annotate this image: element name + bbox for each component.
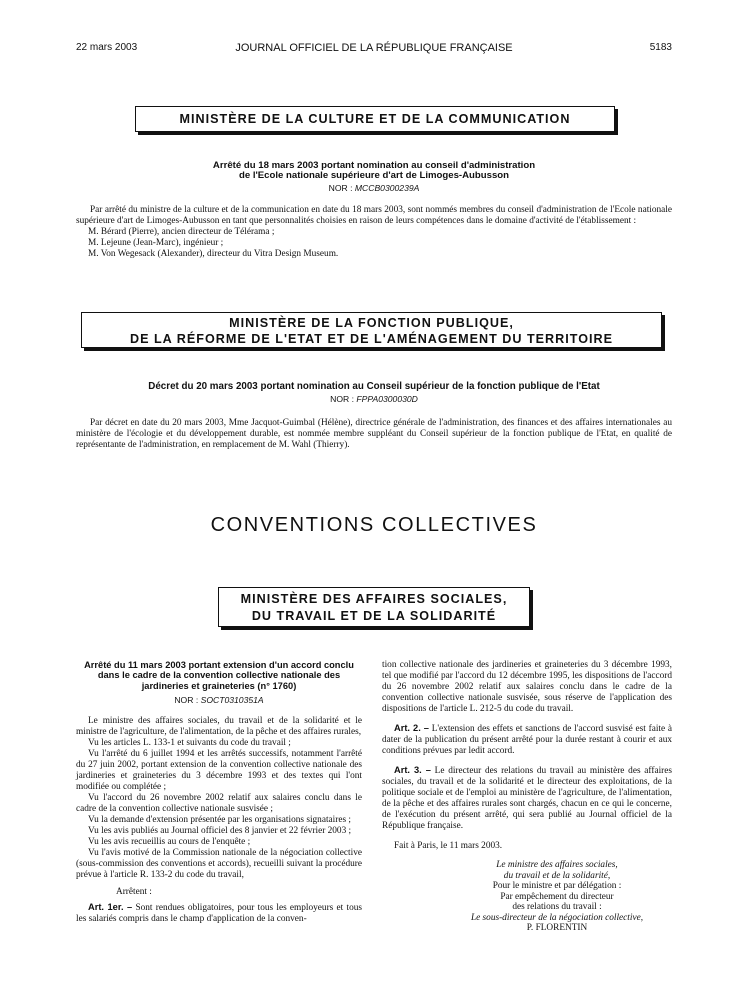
conventions-collectives-heading: CONVENTIONS COLLECTIVES	[210, 514, 538, 536]
ministry-culture-box	[135, 106, 615, 132]
signature-line: Par empêchement du directeur	[500, 891, 614, 902]
arrete-extension-title: Arrêté du 11 mars 2003 portant extension d'un accord conclu dans le cadre de la convention collective nationale des jardineries et graineteries (n° 1760)	[84, 660, 354, 691]
signature-block	[382, 860, 672, 934]
article-3-text: Le directeur des relations du travail au ministère des affaires sociales, du travail et de la solidarité et le directeur des exploitations, de la politique sociale et de l'emploi au ministère de l'agriculture, de l'alimentation, de la pêche et des affaires rurales sont chargés, chacun en ce qui le concerne, de l'exécution du présent arrêté, qui sera publié au Journal officiel de la République française.	[382, 766, 672, 831]
article-1-label: Art. 1er. –	[88, 902, 133, 913]
header-date: 22 mars 2003	[76, 42, 138, 53]
journal-title: JOURNAL OFFICIEL DE LA RÉPUBLIQUE FRANÇAISE	[235, 42, 513, 54]
member-item: M. Bérard (Pierre), ancien directeur de Télérama ;	[88, 227, 275, 237]
ministry-culture-title: MINISTÈRE DE LA CULTURE ET DE LA COMMUNICATION	[179, 112, 571, 126]
ministry-fp-line2: DE LA RÉFORME DE L'ETAT ET DE L'AMÉNAGEMENT DU TERRITOIRE	[129, 332, 613, 346]
arrete-culture-title-line2: de l'Ecole nationale supérieure d'art de Limoges-Aubusson	[238, 170, 510, 181]
nor-culture	[0, 183, 748, 193]
member-item: M. Lejeune (Jean-Marc), ingénieur ;	[88, 238, 224, 248]
ministry-as-line2: DU TRAVAIL ET DE LA SOLIDARITÉ	[251, 609, 497, 623]
page-number: 5183	[649, 42, 672, 53]
signature-line: Le ministre des affaires sociales,	[496, 860, 618, 870]
signature-line: du travail et de la solidarité,	[503, 870, 611, 881]
considerant-paragraph: Vu l'arrêté du 6 juillet 1994 et les arrêtés successifs, notamment l'arrêté du 27 juin 2002, portant extension de la convention collective nationale des jardineries et graineteries du 3 décembre 1993 et des textes qui l'ont modifiée ou complétée ;	[76, 749, 362, 793]
member-list	[76, 227, 672, 260]
ministry-fp-line1: MINISTÈRE DE LA FONCTION PUBLIQUE,	[229, 316, 514, 330]
right-column	[382, 660, 672, 934]
nor-affaires-sociales	[76, 695, 362, 706]
left-column	[76, 660, 362, 925]
nor-label: NOR :	[328, 183, 353, 193]
decret-body-block	[76, 418, 672, 451]
culture-intro: Par arrêté du ministre de la culture et de la communication en date du 18 mars 2003, sont nommés membres du conseil d'administration de l'Ecole nationale supérieure d'art de Limoges-Aubusson en tant que personnalités choisies en raison de leurs compétences dans le domaine d'activité de l'établissement :	[76, 205, 672, 226]
article-3-label: Art. 3. –	[394, 765, 431, 775]
arretent-label: Arrêtent :	[116, 887, 152, 898]
arrete-culture-title-line1: Arrêté du 18 mars 2003 portant nomination au conseil d'administration	[212, 160, 536, 171]
nor-code: MCCB0300239A	[354, 183, 420, 193]
article-1	[76, 902, 362, 925]
signature-line: Pour le ministre et par délégation :	[492, 881, 622, 891]
considerant-paragraph: Vu l'avis motivé de la Commission nationale de la négociation collective (sous-commission des conventions et accords), recueilli suivant la procédure prévue à l'article R. 133-2 du code du travail,	[76, 848, 362, 881]
article-1-text: Sont rendues obligatoires, pour tous les employeurs et tous les salariés compris dans le champ d'application de la conven-	[76, 903, 362, 925]
ministry-as-line1: MINISTÈRE DES AFFAIRES SOCIALES,	[240, 592, 508, 606]
considerant-paragraph: Vu la demande d'extension présentée par les organisations signataires ;	[88, 815, 351, 826]
nor-code: SOCT0310351A	[200, 695, 264, 706]
done-at-paris: Fait à Paris, le 11 mars 2003.	[394, 841, 503, 851]
ministry-affaires-sociales-box	[218, 587, 530, 627]
signature-line: Le sous-directeur de la négociation collective,	[470, 912, 644, 923]
considerant-paragraph: Vu les articles L. 133-1 et suivants du code du travail ;	[88, 738, 291, 749]
considerant-paragraph: Le ministre des affaires sociales, du travail et de la solidarité et le ministre de l'agriculture, de l'alimentation, de la pêche et des affaires rurales,	[76, 716, 362, 738]
member-item: M. Von Wegesack (Alexander), directeur du Vitra Design Museum.	[88, 249, 339, 259]
decret-title: Décret du 20 mars 2003 portant nomination au Conseil supérieur de la fonction publique de l'Etat	[148, 381, 600, 392]
article-2-label: Art. 2. –	[394, 723, 429, 733]
nor-code: FPPA0300030D	[356, 394, 418, 404]
nor-fonction-publique	[0, 394, 748, 404]
considerant-paragraph: Vu les avis publiés au Journal officiel des 8 janvier et 22 février 2003 ;	[88, 826, 352, 837]
culture-body	[76, 205, 672, 260]
decret-body: Par décret en date du 20 mars 2003, Mme Jacquot-Guimbal (Hélène), directrice générale de l'administration, des finances et des affaires internationales au ministère de l'écologie et du développement durable, est nommée membre suppléant du Conseil supérieur de la fonction publique de l'Etat, en qualité de représentante de l'administration, en remplacement de M. Wahl (Thierry).	[76, 418, 672, 450]
signatory-name: P. FLORENTIN	[526, 923, 588, 933]
signature-line: des relations du travail :	[512, 902, 602, 912]
nor-label: NOR :	[330, 394, 354, 404]
considerant-paragraph: Vu l'accord du 26 novembre 2002 relatif aux salaires conclu dans le cadre de la convention collective nationale susvisée ;	[76, 793, 362, 815]
nor-label: NOR :	[174, 695, 199, 706]
article-2-text: L'extension des effets et sanctions de l'accord susvisé est faite à dater de la publication du présent arrêté pour la durée restant à courir et aux conditions prévues par ledit accord.	[382, 724, 672, 756]
article-1-continuation: tion collective nationale des jardineries et graineteries du 3 décembre 1993, tel que modifié par l'accord du 12 décembre 1995, les dispositions de l'accord du 26 novembre 2002 relatif aux salaires conclu dans le cadre de la convention collective nationale susvisée, sous réserve de l'application des dispositions de l'article L. 212-5 du code du travail.	[382, 660, 672, 714]
ministry-fonction-publique-box	[81, 312, 662, 348]
considerant-paragraph: Vu les avis recueillis au cours de l'enquête ;	[88, 837, 251, 848]
article-2	[382, 723, 672, 757]
article-3	[382, 765, 672, 832]
